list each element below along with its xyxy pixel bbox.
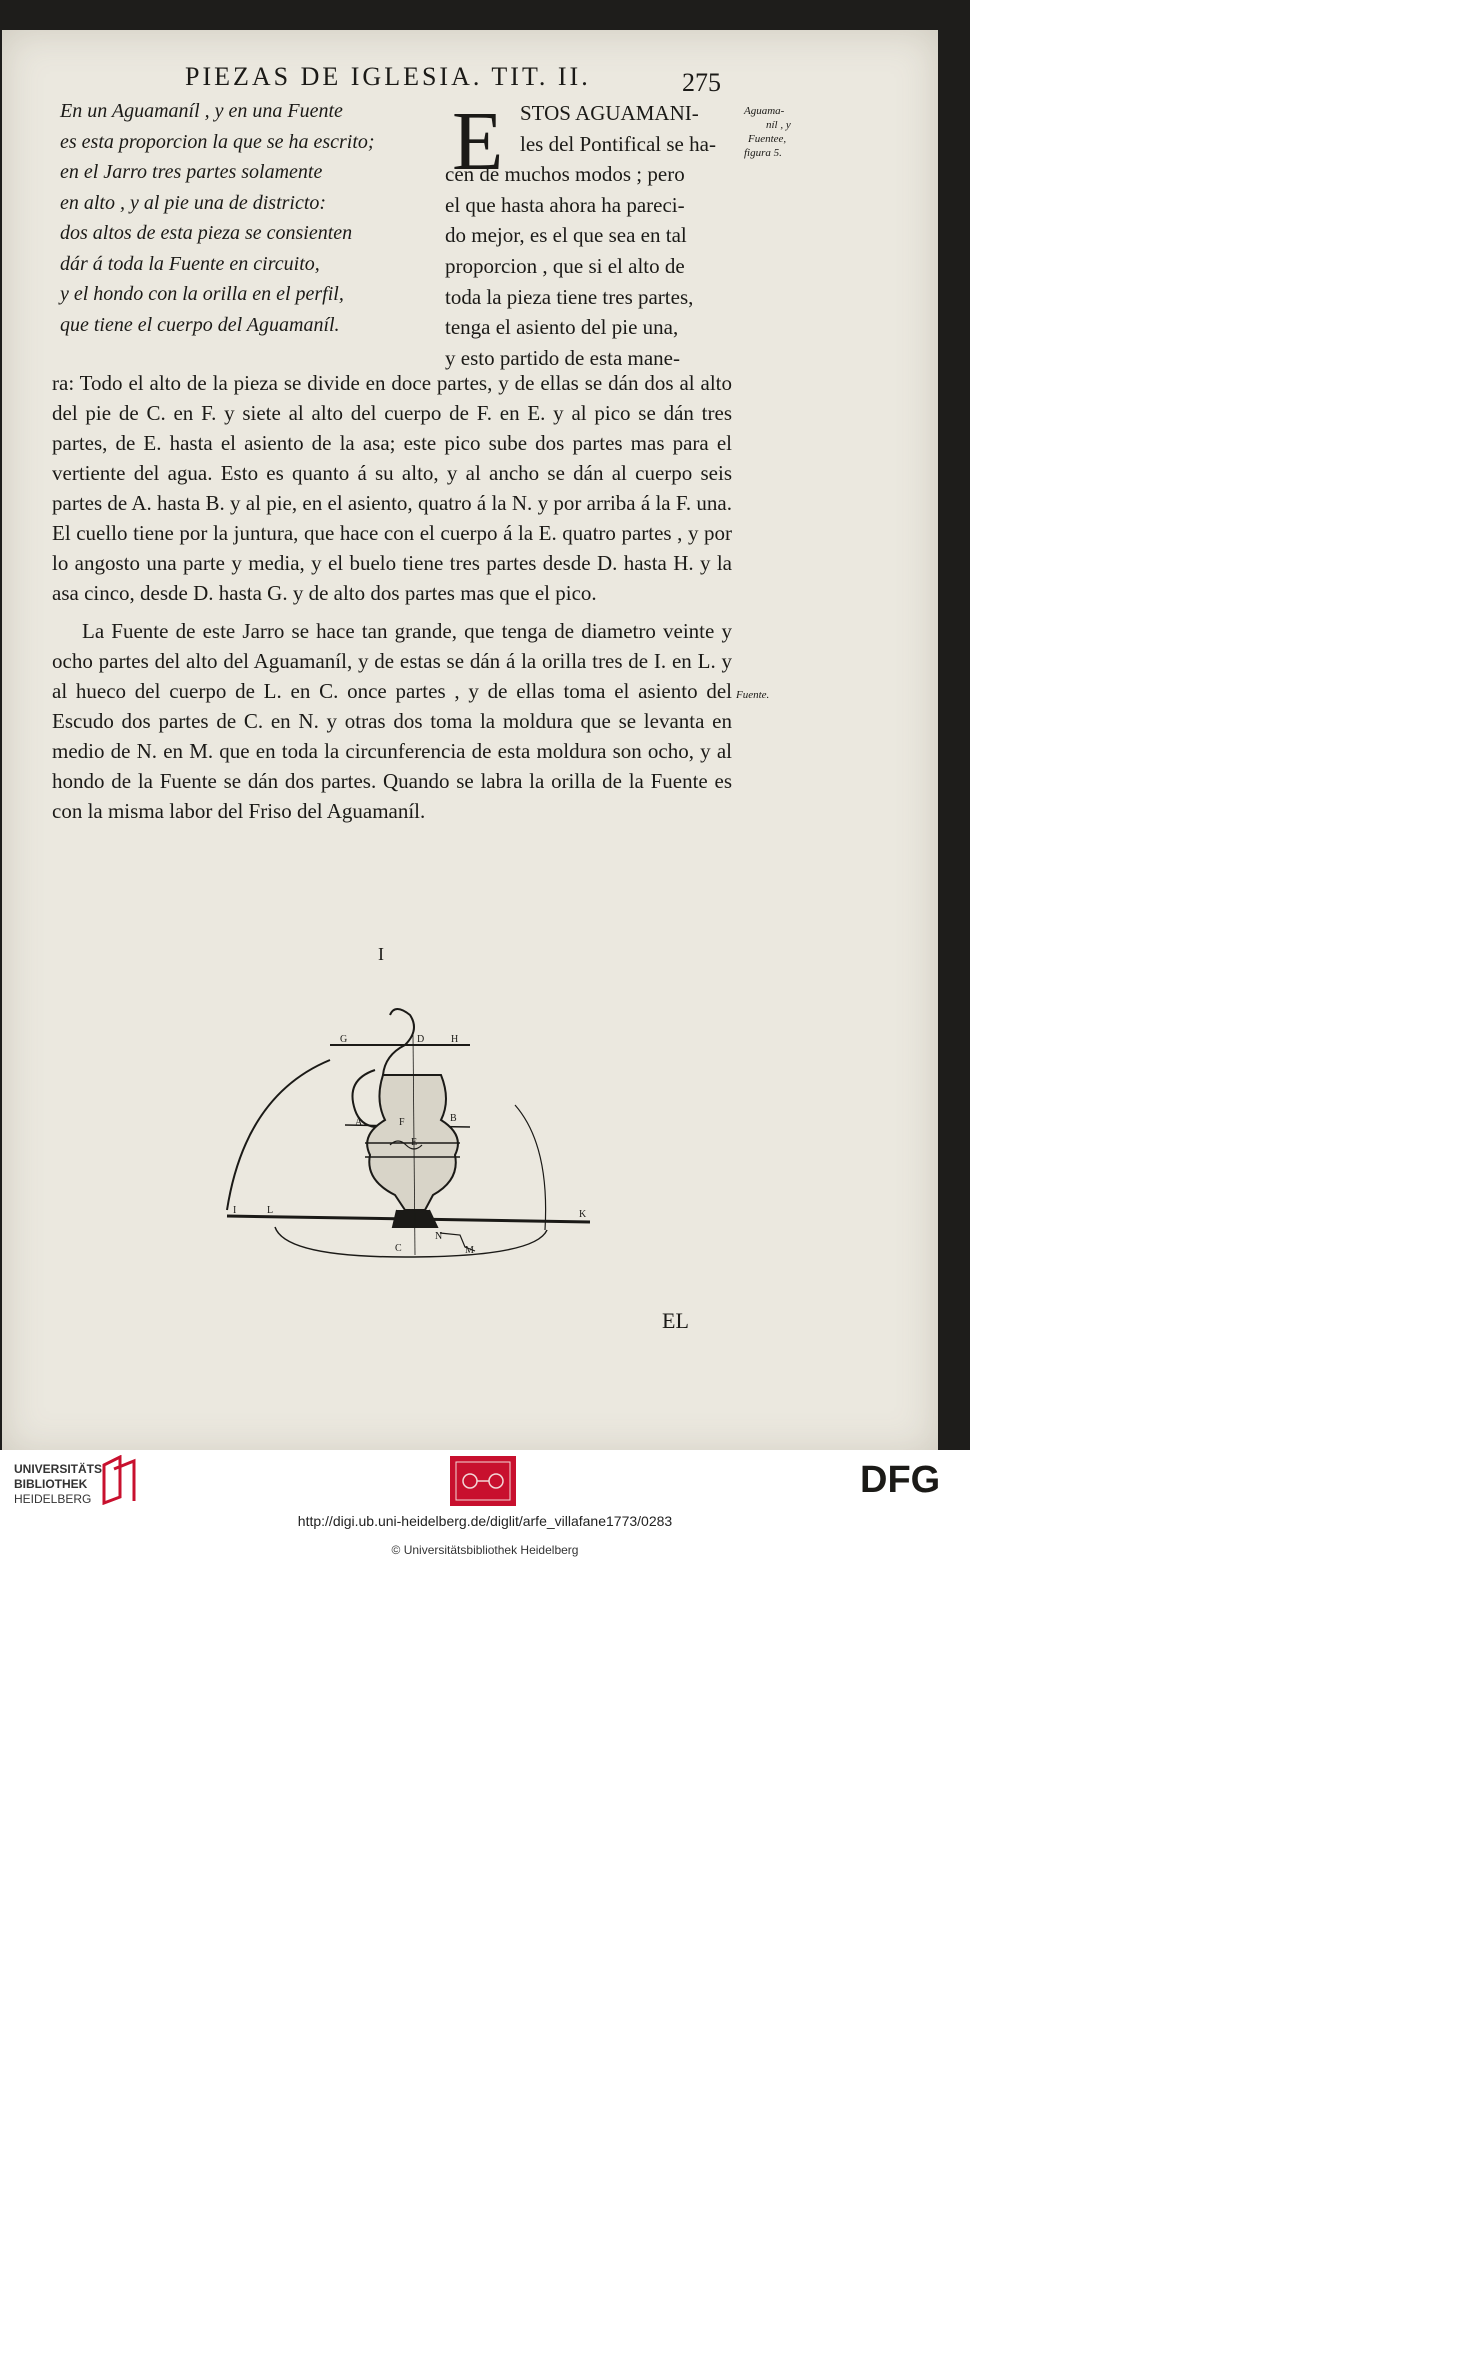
copyright-notice: © Universitätsbibliothek Heidelberg [391, 1543, 579, 1557]
dfg-text: DFG [860, 1459, 941, 1498]
page-number: 275 [682, 68, 721, 97]
body-text [52, 368, 732, 826]
figure-letter: A [355, 1117, 363, 1128]
verse-block [60, 96, 440, 340]
permalink[interactable]: http://digi.ub.uni-heidelberg.de/diglit/arfe_villafane1773/0283 [297, 1513, 673, 1529]
verse-line: En un Aguamaníl , y en una Fuente [60, 100, 343, 122]
figure-letter: D [417, 1034, 425, 1045]
dfg-logo[interactable] [858, 1458, 958, 1498]
project-emblem-icon[interactable] [450, 1456, 516, 1506]
figure-letter: C [395, 1243, 402, 1254]
column-line: STOS AGUAMANI- [520, 101, 699, 125]
column-line: cen de muchos modos ; pero [445, 162, 685, 187]
figure-letter: I [233, 1205, 237, 1216]
paragraph: La Fuente de este Jarro se hace tan grande, que tenga de diametro veinte y ocho partes del alto del Aguamaníl, y de estas se dán á la orilla tres de I. en L. y al hueco del cuerpo de L. en C. once partes , y de ellas toma el asiento del Escudo dos partes de C. en N. y otras dos toma la moldura que se levanta en medio de N. en M. que en toda la circunferencia de esta moldura son ocho, y al hondo de la Fuente se dán dos partes. Quando se labra la orilla de la Fuente es con la misma labor del Friso del Aguamaníl. [52, 619, 732, 823]
figure-letter: L [267, 1205, 274, 1216]
ewer-and-basin-figure [215, 995, 600, 1265]
verse-line: que tiene el cuerpo del Aguamaníl. [60, 313, 340, 336]
drop-cap: E [452, 95, 504, 188]
figure-letter: B [450, 1113, 457, 1124]
paragraph: ra: Todo el alto de la pieza se divide en doce partes, y de ellas se dán dos al alto del pie de C. en F. y siete al alto del cuerpo de F. en E. y al pico se dán tres partes, de E. hasta el asiento de la asa; este pico sube dos partes mas para el vertiente del agua. Esto es quanto á su alto, y al ancho se dán al cuerpo seis partes de A. hasta B. y al pie, en el asiento, quatro á la N. y por arriba á la F. una. El cuello tiene por la juntura, que hace con el cuerpo á la E. quatro partes , y por lo angosto una parte y media, y el buelo tiene tres partes desde D. hasta H. y la asa cinco, desde D. hasta G. y de alto dos partes mas que el pico. [52, 371, 732, 605]
margin-note-aguamanil: Aguama- níl , y Fuentee, figura 5. [744, 105, 791, 159]
verse-line: dos altos de esta pieza se consienten [60, 222, 353, 244]
figure-letter: K [579, 1209, 587, 1220]
column-line: les del Pontifical se ha- [520, 131, 716, 156]
library-name[interactable]: UNIVERSITÄTS- BIBLIOTHEK HEIDELBERG [14, 1462, 107, 1506]
figure-letter: E [411, 1137, 418, 1148]
library-logo-icon [100, 1455, 140, 1505]
ewer-neck [383, 1009, 414, 1075]
verse-line: dár á toda la Fuente en circuito, [60, 252, 320, 275]
figure-letter: F [399, 1117, 405, 1128]
column-line: el que hasta ahora ha pareci- [445, 192, 685, 217]
basin-arc-right [515, 1105, 546, 1230]
catchword: EL [662, 1308, 689, 1333]
figure-letter: N [435, 1231, 443, 1242]
column-line: proporcion , que si el alto de [445, 253, 685, 278]
verse-line: en alto , y al pie una de districto: [60, 191, 327, 214]
margin-note-fuente: Fuente. [736, 689, 770, 701]
figure-letter: M [465, 1245, 474, 1256]
right-column [445, 95, 740, 373]
figure-letter: H [451, 1034, 459, 1045]
column-line: toda la pieza tiene tres partes, [445, 284, 694, 309]
column-line: do mejor, es el que sea en tal [445, 223, 687, 248]
basin-arc-left [227, 1060, 330, 1210]
figure-number: I [378, 944, 384, 964]
basin-hollow [275, 1227, 547, 1257]
verse-line: en el Jarro tres partes solamente [60, 161, 323, 183]
running-header: PIEZAS DE IGLESIA. TIT. II. [185, 62, 591, 91]
emblem-ornament-icon [450, 1456, 516, 1506]
verse-line: y el hondo con la orilla en el perfil, [60, 283, 344, 305]
figure-letter: G [340, 1034, 348, 1045]
column-line: tenga el asiento del pie una, [445, 315, 679, 340]
column-line: y esto partido de esta mane- [445, 345, 680, 370]
verse-line: es esta proporcion la que se ha escrito; [60, 130, 375, 153]
